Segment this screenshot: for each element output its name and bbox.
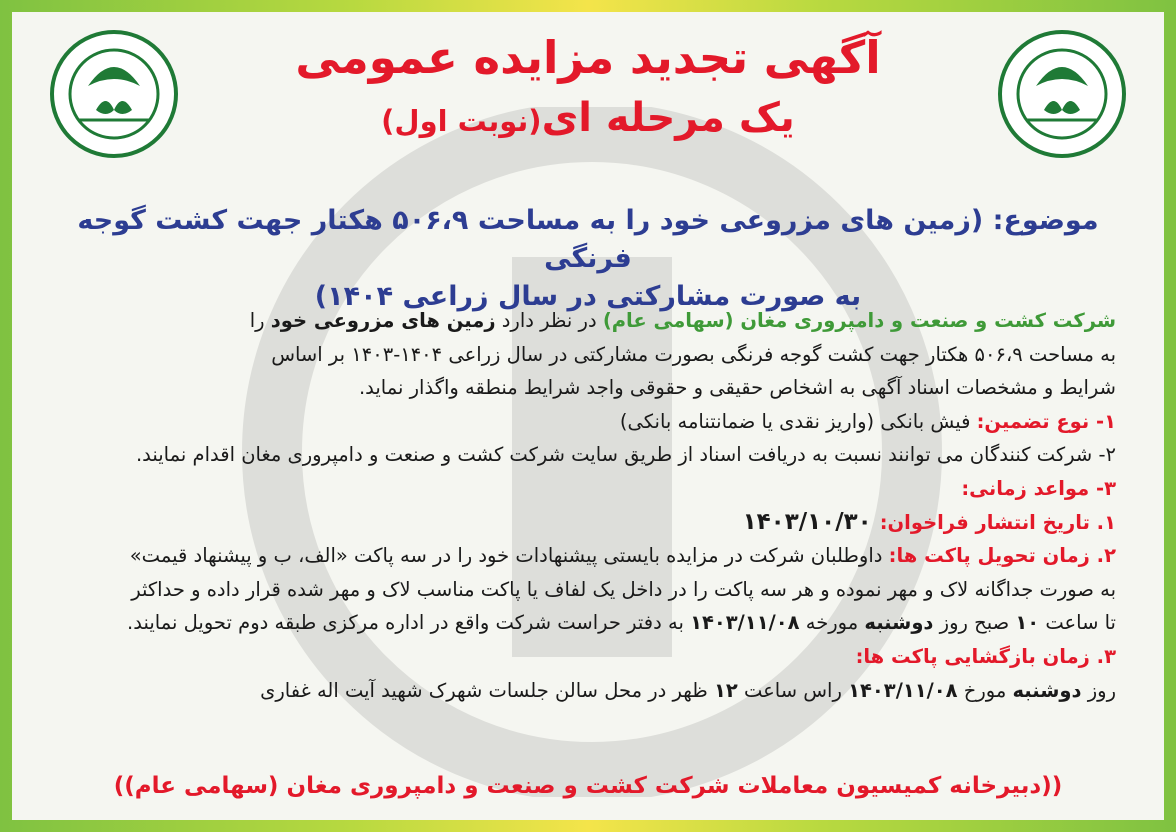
delivery-text: تا ساعت xyxy=(1039,611,1116,635)
delivery-text: به دفتر حراست شرکت واقع در اداره مرکزی طبقه دوم تحویل نمایند. xyxy=(127,611,691,635)
subject-line-2: به صورت مشارکتی در سال زراعی ۱۴۰۴) xyxy=(314,281,862,312)
delivery-text: مورخه xyxy=(799,611,865,635)
delivery-date: ۱۴۰۳/۱۱/۰۸ xyxy=(690,611,800,635)
documents-item: ۲- شرکت کنندگان می توانند نسبت به دریافت اسناد از طریق سایت شرکت کشت و صنعت و دامپروری مغان اقدام نمایند. xyxy=(135,443,1116,467)
publish-date-item xyxy=(60,506,1116,540)
intro-line-1 xyxy=(60,304,1116,338)
intro-text: در نظر دارد xyxy=(495,309,603,332)
opening-text: مورخ xyxy=(957,678,1013,702)
delivery-label: ۲. زمان تحویل پاکت ها: xyxy=(888,544,1116,568)
deadlines-label: ۳- مواعد زمانی: xyxy=(961,476,1116,500)
delivery-line-3 xyxy=(60,606,1116,640)
notice-panel xyxy=(12,12,1164,820)
opening-text: ظهر در محل سالن جلسات شهرک شهید آیت اله غفاری xyxy=(260,678,714,702)
opening-text: روز xyxy=(1081,678,1116,702)
delivery-text: صبح روز xyxy=(933,611,1016,635)
subject-line-1: موضوع: (زمین های مزروعی خود را به مساحت ۵۰۶،۹ هکتار جهت کشت گوجه فرنگی xyxy=(77,205,1099,274)
opening-text: راس ساعت xyxy=(737,678,849,702)
publish-date-value: ۱۴۰۳/۱۰/۳۰ xyxy=(742,508,880,535)
lands-text: زمین های مزروعی خود xyxy=(270,309,496,332)
opening-line xyxy=(60,674,1116,708)
intro-line-3: شرایط و مشخصات اسناد آگهی به اشخاص حقیقی و حقوقی واجد شرایط منطقه واگذار نماید. xyxy=(358,376,1116,400)
opening-hour: ۱۲ xyxy=(713,678,738,702)
opening-label: ۳. زمان بازگشایی پاکت ها: xyxy=(855,644,1116,668)
publish-date-label: ۱. تاریخ انتشار فراخوان: xyxy=(879,510,1116,534)
opening-heading xyxy=(60,640,1116,674)
opening-day: دوشنبه xyxy=(1012,678,1082,702)
company-name: شرکت کشت و صنعت و دامپروری مغان (سهامی عام) xyxy=(602,309,1116,332)
delivery-text: داوطلبان شرکت در مزایده بایستی پیشنهادات خود را در سه پاکت «الف، ب و پیشنهاد قیمت» xyxy=(129,544,889,568)
round-label: (نوبت اول) xyxy=(381,104,542,138)
guarantee-label: ۱- نوع تضمین: xyxy=(976,409,1116,433)
footer-signature: ((دبیرخانه کمیسیون معاملات شرکت کشت و صنعت و دامپروری مغان (سهامی عام)) xyxy=(113,773,1063,799)
subject-block xyxy=(52,202,1124,316)
delivery-line-1 xyxy=(60,539,1116,573)
delivery-hour: ۱۰ xyxy=(1015,611,1040,635)
intro-line-2: به مساحت ۵۰۶،۹ هکتار جهت کشت گوجه فرنگی بصورت مشارکتی در سال زراعی ۱۴۰۴-۱۴۰۳ بر اساس xyxy=(271,342,1116,366)
delivery-day: دوشنبه xyxy=(864,611,934,635)
delivery-line-2: به صورت جداگانه لاک و مهر نموده و هر سه پاکت را در داخل یک لفاف یا پاکت مناسب لاک و مهر شده قرار داده و حداکثر xyxy=(131,577,1116,601)
intro-text: را xyxy=(249,309,271,332)
stage-label: یک مرحله ای xyxy=(541,95,795,141)
guarantee-item xyxy=(60,405,1116,439)
notice-subtitle xyxy=(72,92,1104,147)
notice-body xyxy=(60,304,1116,707)
deadlines-heading xyxy=(60,472,1116,506)
opening-date: ۱۴۰۳/۱۱/۰۸ xyxy=(848,678,958,702)
notice-title: آگهی تجدید مزایده عمومی xyxy=(295,31,881,84)
guarantee-text: فیش بانکی (واریز نقدی یا ضمانتنامه بانکی) xyxy=(619,409,977,433)
